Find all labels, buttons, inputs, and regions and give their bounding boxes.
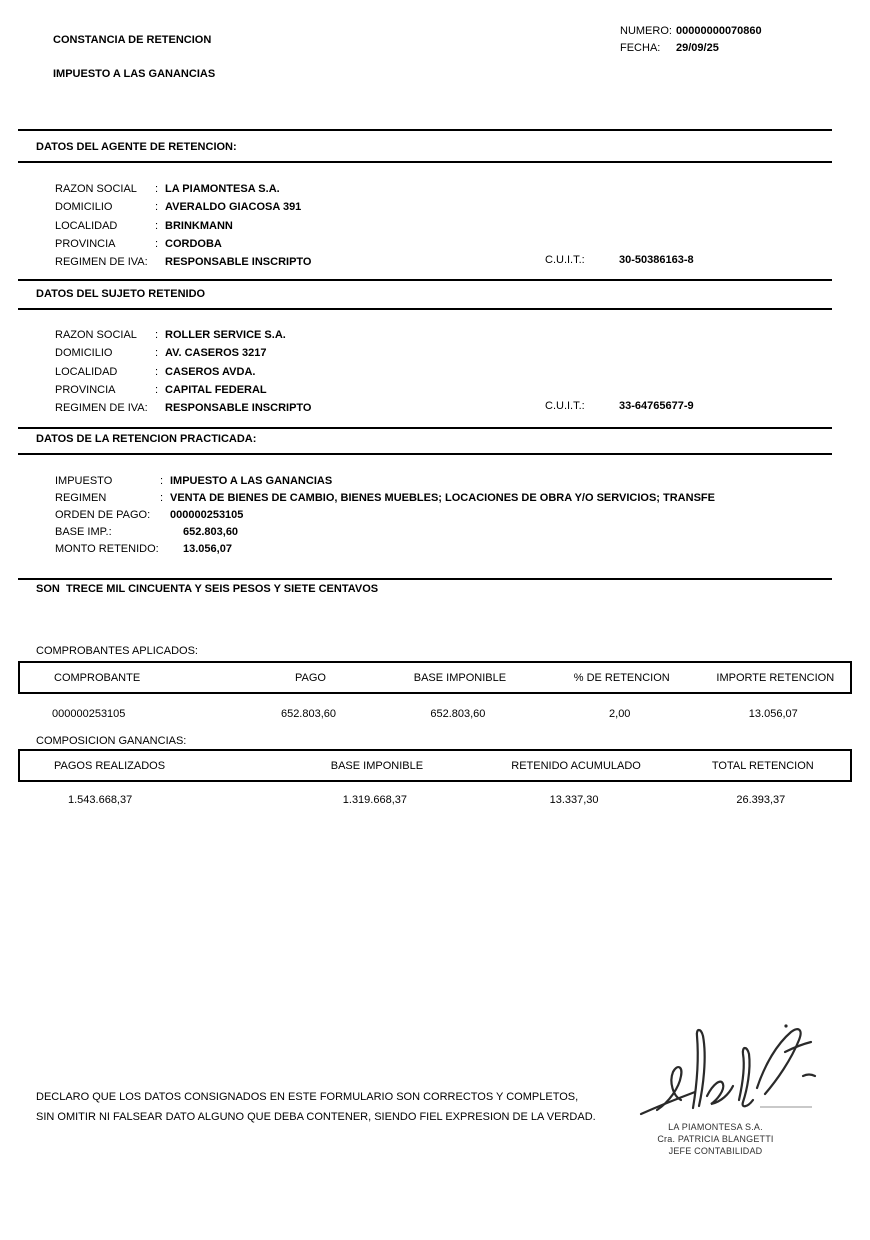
column-header: RETENIDO ACUMULADO (511, 759, 641, 772)
numero-label: NUMERO: (620, 25, 672, 37)
field-separator: : (155, 347, 159, 360)
field-label: DOMICILIO (55, 201, 113, 214)
scan-artifact-line (760, 1106, 812, 1108)
column-header: TOTAL RETENCION (711, 759, 814, 772)
field-value: BRINKMANN (165, 219, 233, 232)
retencion-fields (55, 473, 715, 558)
table-cell: 13.337,30 (549, 794, 599, 806)
field-row (55, 381, 312, 399)
document-title: CONSTANCIA DE RETENCION (53, 34, 212, 46)
field-label: PROVINCIA (55, 383, 116, 396)
cuit-label: C.U.I.T.: (545, 400, 585, 412)
field-row (55, 253, 312, 271)
comprobantes-title: COMPROBANTES APLICADOS: (36, 645, 198, 657)
composicion-header-row (18, 749, 852, 782)
field-separator: : (155, 183, 159, 195)
field-row (55, 473, 715, 490)
field-value: AVERALDO GIACOSA 391 (165, 201, 302, 214)
field-separator: : (155, 383, 159, 396)
stamp-company: LA PIAMONTESA S.A. (668, 1122, 763, 1132)
composicion-data-row (18, 792, 848, 809)
table-cell: 652.803,60 (430, 708, 486, 720)
field-value: IMPUESTO A LAS GANANCIAS (170, 475, 333, 487)
field-value: AV. CASEROS 3217 (165, 347, 267, 360)
numero-value: 00000000070860 (676, 25, 762, 37)
table-cell: 652.803,60 (280, 708, 337, 720)
field-label: MONTO RETENIDO: (55, 543, 159, 555)
field-label: REGIMEN (55, 492, 107, 504)
field-row (55, 217, 312, 235)
field-row (55, 524, 715, 541)
divider (18, 129, 832, 131)
field-value: 652.803,60 (183, 526, 239, 538)
section-title-agente: DATOS DEL AGENTE DE RETENCION: (36, 141, 237, 153)
field-label: IMPUESTO (55, 475, 113, 487)
field-value: ROLLER SERVICE S.A. (165, 329, 286, 341)
field-label: RAZON SOCIAL (55, 329, 137, 341)
table-cell: 1.543.668,37 (68, 794, 133, 806)
divider (18, 308, 832, 310)
field-separator: : (160, 492, 164, 504)
field-separator (160, 541, 170, 558)
field-row (55, 235, 312, 253)
field-label: REGIMEN DE IVA: (55, 256, 148, 269)
field-row (55, 180, 312, 198)
column-header: BASE IMPONIBLE (413, 671, 507, 684)
section-title-sujeto: DATOS DEL SUJETO RETENIDO (36, 288, 206, 300)
field-value: CORDOBA (165, 237, 222, 250)
document-subtitle: IMPUESTO A LAS GANANCIAS (53, 68, 216, 80)
stamp-signer: Cra. PATRICIA BLANGETTI (657, 1134, 774, 1144)
divider (18, 161, 832, 163)
divider (18, 427, 832, 429)
field-label: BASE IMP.: (55, 526, 112, 538)
field-label: ORDEN DE PAGO: (55, 509, 151, 521)
agente-cuit-row (545, 254, 694, 266)
declaration-line-1: DECLARO QUE LOS DATOS CONSIGNADOS EN ESTE FORMULARIO SON CORRECTOS Y COMPLETOS, (36, 1091, 579, 1103)
table-cell: 13.056,07 (748, 708, 798, 720)
fecha-label: FECHA: (620, 42, 661, 54)
field-separator: : (155, 365, 159, 378)
cuit-label: C.U.I.T.: (545, 254, 585, 266)
cuit-value: 33-64765677-9 (619, 400, 694, 412)
agente-fields (55, 180, 312, 271)
comprobantes-header-row (18, 661, 852, 694)
field-row (55, 490, 715, 507)
field-separator (160, 524, 170, 541)
field-value: CAPITAL FEDERAL (165, 383, 267, 396)
field-label: PROVINCIA (55, 237, 116, 250)
field-value: VENTA DE BIENES DE CAMBIO, BIENES MUEBLES; LOCACIONES DE OBRA Y/O SERVICIOS; TRANSFE (170, 492, 715, 504)
declaration-line-2: SIN OMITIR NI FALSEAR DATO ALGUNO QUE DEBA CONTENER, SIENDO FIEL EXPRESION DE LA VERDAD. (36, 1111, 596, 1123)
field-row (55, 344, 312, 362)
field-separator: : (155, 237, 159, 250)
table-cell: 2,00 (609, 708, 631, 720)
field-separator (155, 399, 165, 417)
divider (18, 453, 832, 455)
table-cell: 26.393,37 (736, 794, 786, 806)
column-header: BASE IMPONIBLE (330, 759, 424, 772)
sujeto-cuit-row (545, 400, 694, 412)
table-cell: 000000253105 (52, 708, 126, 720)
field-row (55, 541, 715, 558)
field-separator: : (155, 329, 159, 341)
amount-in-words: SON TRECE MIL CINCUENTA Y SEIS PESOS Y SIETE CENTAVOS (36, 583, 379, 595)
sujeto-fields (55, 326, 312, 417)
column-header: COMPROBANTE (54, 671, 141, 684)
field-value: CASEROS AVDA. (165, 365, 256, 378)
column-header: IMPORTE RETENCION (716, 671, 835, 684)
section-title-retencion: DATOS DE LA RETENCION PRACTICADA: (36, 433, 257, 445)
field-row (55, 399, 312, 417)
numero-row (620, 25, 762, 37)
field-row (55, 198, 312, 216)
field-row (55, 363, 312, 381)
table-cell: 1.319.668,37 (342, 794, 407, 806)
field-value: 13.056,07 (183, 543, 232, 555)
cuit-value: 30-50386163-8 (619, 254, 694, 266)
column-header: PAGOS REALIZADOS (54, 759, 166, 772)
field-separator: : (160, 475, 164, 487)
field-value: 000000253105 (170, 509, 244, 521)
field-separator: : (155, 219, 159, 232)
fecha-row (620, 42, 719, 54)
comprobantes-data-row (18, 706, 848, 723)
field-row (55, 507, 715, 524)
field-label: LOCALIDAD (55, 365, 118, 378)
column-header: PAGO (295, 671, 326, 684)
field-label: REGIMEN DE IVA: (55, 402, 148, 415)
field-value: LA PIAMONTESA S.A. (165, 183, 280, 195)
fecha-value: 29/09/25 (676, 42, 719, 54)
field-separator (155, 253, 165, 271)
signature-stamp (638, 1121, 793, 1157)
field-label: LOCALIDAD (55, 219, 118, 232)
field-row (55, 326, 312, 344)
stamp-role: JEFE CONTABILIDAD (668, 1146, 763, 1156)
composicion-title: COMPOSICION GANANCIAS: (36, 735, 187, 747)
divider (18, 279, 832, 281)
field-label: RAZON SOCIAL (55, 183, 137, 195)
column-header: % DE RETENCION (573, 671, 670, 684)
field-value: RESPONSABLE INSCRIPTO (165, 256, 312, 269)
field-separator: : (155, 201, 159, 214)
signature-scribble (635, 1018, 820, 1120)
field-value: RESPONSABLE INSCRIPTO (165, 402, 312, 415)
field-label: DOMICILIO (55, 347, 113, 360)
field-separator (160, 507, 170, 524)
divider (18, 578, 832, 580)
